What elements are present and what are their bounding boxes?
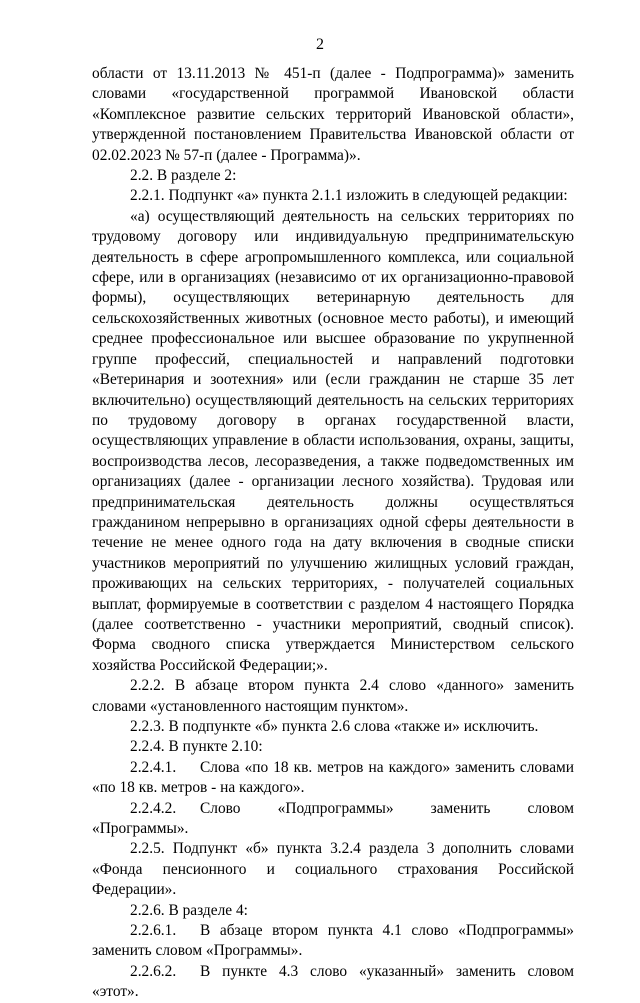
item-number: 2.2.4.2. [130,799,177,817]
paragraph-section-heading: 2.2.6. В разделе 4: [130,901,248,919]
paragraph: 2.2.4. В пункте 2.10: [130,738,263,756]
paragraph: 2.2.3. В подпункте «б» пункта 2.6 слова «также и» исключить. [130,718,539,735]
paragraph-numbered [92,758,574,799]
document-body [92,64,574,1003]
item-text: Слово «Подпрограммы» заменить словом «Программы». [92,799,574,838]
item-text: В пункте 4.3 слово «указанный» заменить словом «этот». [92,962,574,1001]
paragraph: 2.2.5. Подпункт «б» пункта 3.2.4 раздела 3 дополнить словами «Фонда пенсионного и социального страхования Российской Федерации». [92,840,574,899]
item-text: Слова «по 18 кв. метров на каждого» заменить словами «по 18 кв. метров - на каждого». [92,758,574,797]
page-number: 2 [316,36,324,53]
paragraph-quoted-subpoint: «а) осуществляющий деятельность на сельских территориях по трудовому договору или индивидуальную предпринимательскую деятельность в сфере агропромышленного комплекса, или социальной сфере, или в организациях (независимо от их организационно-правовой формы), осуществляющих ветеринарную деятельность для сельскохозяйственных животных (основное место работы), и имеющий среднее профессиональное или высшее образование по укрупненной группе профессий, специальностей и направлений подготовки «Ветеринария и зоотехния» или (если гражданин не старше 35 лет включительно) осуществляющий деятельность на сельских территориях по трудовому договору в органах государственной власти, осуществляющих управление в области использования, охраны, защиты, воспроизводства лесов, лесоразведения, а также подведомственных им организациях (далее - организации лесного хозяйства). Трудовая или предпринимательская деятельность должны осуществляться гражданином непрерывно в организациях одной сферы деятельности в течение не менее одного года на дату включения в сводные списки участников мероприятий по улучшению жилищных условий граждан, проживающих на сельских территориях, - получателей социальных выплат, формируемые в соответствии с разделом 4 настоящего Порядка (далее соответственно - участники мероприятий, сводный список). Форма сводного списка утверждается Министерством сельского хозяйства Российской Федерации;». [92,207,574,674]
paragraph: 2.2.1. Подпункт «а» пункта 2.1.1 изложить в следующей редакции: [130,187,568,205]
item-number: 2.2.6.2. [130,962,177,980]
paragraph-numbered [92,921,574,962]
paragraph-numbered [92,962,574,1003]
paragraph-numbered [92,799,574,840]
item-text: В абзаце втором пункта 4.1 слово «Подпрограммы» заменить словом «Программы». [92,922,574,960]
paragraph-section-heading: 2.2. В разделе 2: [130,167,237,185]
item-number: 2.2.6.1. [130,922,177,940]
paragraph-continuation: области от 13.11.2013 № 451-п (далее - Подпрограмма)» заменить словами «государственной программой Ивановской области «Комплексное развитие сельских территорий Ивановской области», утвержденной постановлением Правительства Ивановской области от 02.02.2023 № 57-п (далее - Программа)». [92,65,574,164]
item-number: 2.2.4.1. [130,758,177,776]
paragraph: 2.2.2. В абзаце втором пункта 2.4 слово «данного» заменить словами «установленного настоящим пунктом». [92,677,574,715]
